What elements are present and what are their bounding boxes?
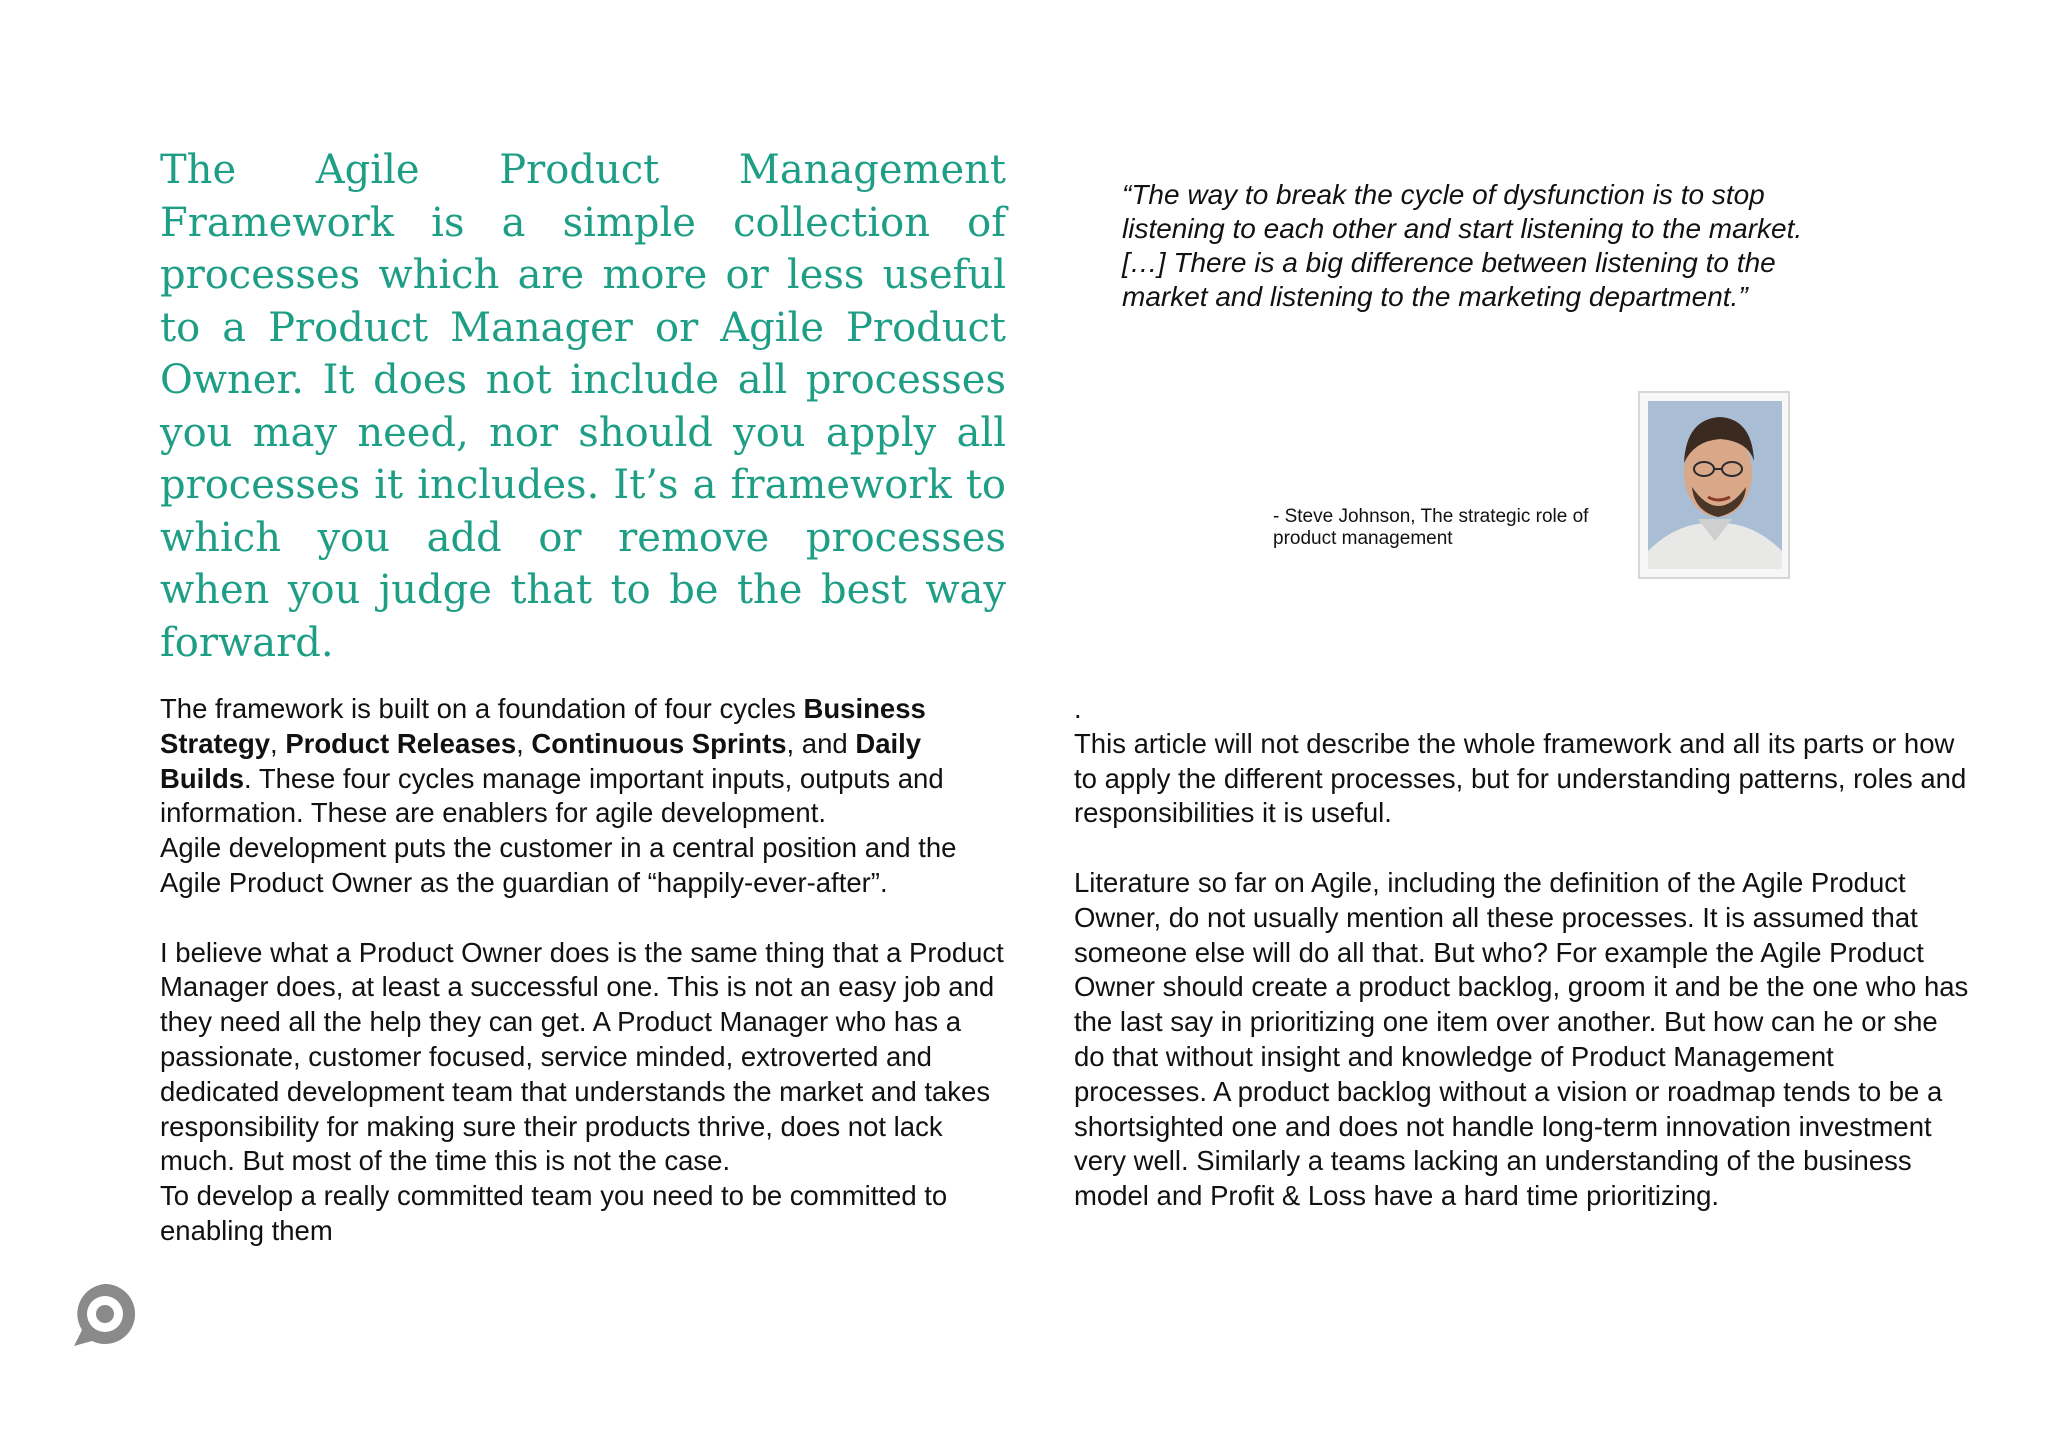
cycle-business-strategy: Business Strategy: [160, 693, 926, 759]
quote-line-2: […] There is a big difference between listening to the market and listening to the marketing department.”: [1122, 247, 1776, 312]
right-paragraph-2: Literature so far on Agile, including the definition of the Agile Product Owner, do not usually mention all these processes. It is assumed that someone else will do all that. But who? For example the Agile Product Owner should create a product backlog, groom it and be the one who has the last say in prioritizing one item over another. But how can he or she do that without insight and knowledge of Product Management processes. A product backlog without a vision or roadmap tends to be a shortsighted one and does not handle long-term innovation investment very well. Similarly a teams lacking an understanding of the business model and Profit & Loss have a hard time prioritizing.: [1074, 866, 1969, 1212]
left-p1-intro: The framework is built on a foundation of four cycles: [160, 693, 804, 724]
portrait-frame: [1638, 391, 1790, 579]
separator: , and: [786, 727, 856, 759]
quote-block: [1122, 178, 1842, 314]
right-column: [1074, 692, 1974, 1214]
left-column: [160, 692, 1010, 1249]
left-paragraph-3: I believe what a Product Owner does is the same thing that a Product Manager does, at least a successful one. This is not an easy job and they need all the help they can get. A Product Manager who has a passionate, customer focused, service minded, extroverted and dedicated development team that understands the market and takes responsibility for making sure their products thrive, does not lack much. But most of the time this is not the case.: [160, 936, 1004, 1177]
quote-line-1: “The way to break the cycle of dysfunction is to stop listening to each other and start listening to the market.: [1122, 179, 1803, 244]
quote-attribution: - Steve Johnson, The strategic role of product management: [1273, 506, 1589, 549]
separator: ,: [516, 727, 532, 759]
left-p1-rest: . These four cycles manage important inputs, outputs and information. These are enablers for agile development.: [160, 762, 944, 829]
cycle-product-releases: Product Releases: [285, 727, 517, 759]
person-portrait-icon: [1648, 401, 1782, 569]
left-paragraph-1: [160, 692, 1010, 831]
paragraph-spacer: [1074, 831, 1974, 866]
left-paragraph-4: To develop a really committed team you need to be committed to enabling them: [160, 1180, 948, 1246]
speech-bubble-logo-icon: [70, 1280, 140, 1350]
stray-period: .: [1074, 693, 1082, 724]
paragraph-spacer: [160, 901, 1010, 936]
lead-paragraph: The Agile Product Management Framework is a simple collection of processes which are more or less useful to a Product Manager or Agile Product Owner. It does not include all processes you may need, nor should you apply all processes it includes. It’s a framework to which you add or remove processes when you judge that to be the best way forward.: [160, 147, 1006, 666]
cycle-daily-builds: Daily Builds: [160, 727, 922, 794]
left-paragraph-2: Agile development puts the customer in a central position and the Agile Product Owner as the guardian of “happily-ever-after”.: [160, 832, 957, 898]
separator: ,: [270, 727, 286, 759]
right-paragraph-1: This article will not describe the whole framework and all its parts or how to apply the different processes, but for understanding patterns, roles and responsibilities it is useful.: [1074, 727, 1967, 829]
cycle-continuous-sprints: Continuous Sprints: [531, 727, 787, 759]
